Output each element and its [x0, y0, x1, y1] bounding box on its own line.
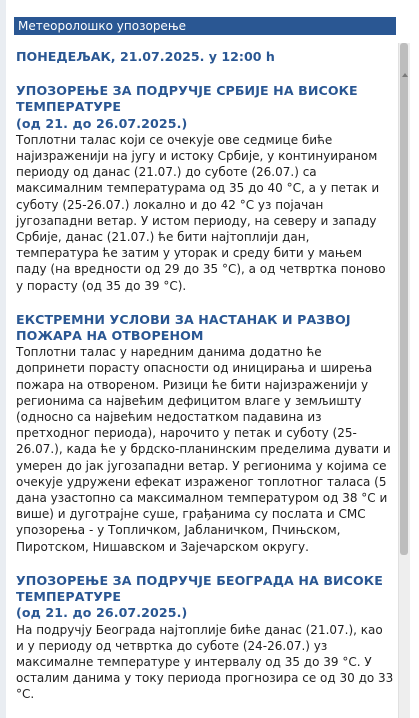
warning-content: [16, 49, 394, 718]
section-heading: ЕКСТРЕМНИ УСЛОВИ ЗА НАСТАНАК И РАЗВОЈ ПОЖАРА НА ОТВОРЕНОМ: [16, 311, 351, 344]
window-title-bar: [14, 17, 396, 35]
section-heading: УПОЗОРЕЊЕ ЗА ПОДРУЧЈЕ БЕОГРАДА НА ВИСОКЕ ТЕМПЕРАТУРЕ: [16, 572, 383, 605]
window-title: Метеоролошко упозорење: [18, 19, 186, 33]
section-title: [16, 573, 394, 622]
issue-date: ПОНЕДЕЉАК, 21.07.2025. у 12:00 h: [16, 49, 275, 64]
section-body: Топлотни талас у наредним данима додатно ће допринети порасту опасности од иницирања и ширења пожара на отвореном. Ризици ће бити најизраженији у регионима са највећим дефицитом влаге у земљишту (односно са највећим недостатком падавина из претходног периода), нарочито у петак и суботу (25-26.07.), када ће у брдско-планинским пределима дувати и умерен до јак југозападни ветар. У регионима у којима се очекује удружени ефекат израженог топлотног таласа (5 дана узастопно са максималном температуром од 38 °C и више) и дуготрајне суше, грађанима су послата и СМС упозорења - у Топличком, Јабланичком, Пчињском, Пиротском, Нишавском и Зајечарском округу.: [16, 345, 391, 554]
scroll-up-arrow-icon: [402, 73, 408, 77]
section-period: (од 21. до 26.07.2025.): [16, 605, 188, 621]
section-belgrade-heat-warning: [16, 573, 394, 703]
section-title: [16, 312, 394, 344]
section-body: На подручју Београда најтоплије биће данас (21.07.), као и у периоду од четвртка до суботе (24-26.07.) уз максималне температуре у интервалу од 35 до 39 °C. У осталим данима у току периода прогнозира се од 30 до 33 °C.: [16, 622, 394, 702]
section-title: [16, 83, 394, 132]
section-fire-conditions: [16, 312, 394, 555]
section-serbia-heat-warning: [16, 83, 394, 294]
vertical-scrollbar[interactable]: [398, 43, 410, 718]
window-left-edge: [0, 0, 6, 718]
scrollbar-thumb[interactable]: [400, 43, 408, 555]
section-heading: УПОЗОРЕЊЕ ЗА ПОДРУЧЈЕ СРБИЈЕ НА ВИСОКЕ ТЕМПЕРАТУРЕ: [16, 83, 358, 115]
section-period: (од 21. до 26.07.2025.): [16, 115, 188, 131]
section-body: Топлотни талас који се очекује ове седмице биће најизраженији на југу и истоку Србије, у континуираном периоду од данас (21.07.) до суботе (26.07.) са максималним температурама од 35 до 40 °C, а у петак и суботу (25-26.07.) локално и до 42 °C уз појачан југозападни ветар. У истом периоду, на северу и западу Србије, данас (21.07.) ће бити најтоплији дан, температура ће затим у уторак и среду бити у мањем паду (на вредности од 29 до 35 °C), а од четвртка поново у порасту (од 35 до 39 °C).: [16, 132, 386, 293]
